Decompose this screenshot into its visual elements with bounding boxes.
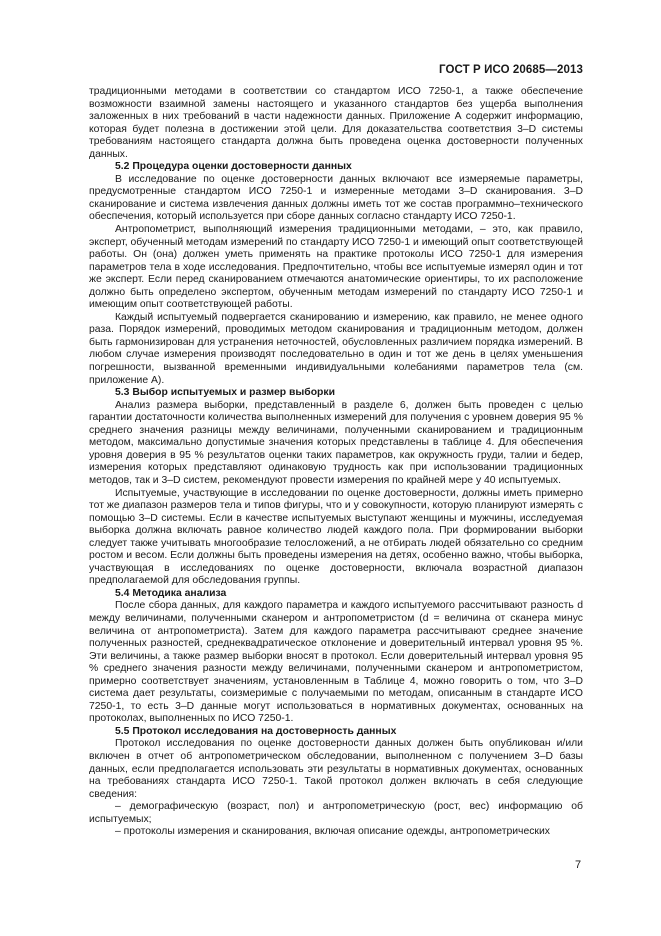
paragraph-5-3-subjects: Испытуемые, участвующие в исследовании по оценке достоверности, должны иметь примерно тот же диапазон размеров тела и типов фигуры, что и у совокупности, которую планируют измерять с помощью 3–D системы. Если в качестве испытуемых выступают женщины и мужчины, исследуемая выборка должна включать равное количество людей каждого пола. При формировании выборки следует также учитывать многообразие телосложений, а не отбирать людей обязательно со средним ростом и весом. Если должны быть проведены измерения на детях, особенно важно, чтобы выборка, участвующая в исследованиях по оценке достоверности, включала возрастной диапазон предполагаемой для обследования группы.	[89, 487, 583, 587]
section-heading-5-5: 5.5 Протокол исследования на достоверность данных	[115, 725, 397, 737]
document-code-header: ГОСТ Р ИСО 20685—2013	[438, 64, 583, 76]
paragraph-5-4-analysis: После сбора данных, для каждого параметра и каждого испытуемого рассчитывают разность d между величинами, полученными сканером и антропометристом (d = величина от сканера минус величина от антропометриста). Затем для каждого параметра рассчитывают среднее значение полученных разностей, среднеквадратическое отклонение и доверительный интервал уровня 95 %. Эти величины, а также размер выборки вносят в протокол. Если доверительный интервал уровня 95 % среднего значения разности между величинами, полученными сканером и антропометристом, примерно соответствует значениям, установленным в Таблице 4, можно говорить о том, что 3–D система дает результаты, соизмеримые с получаемыми по методам, описанным в стандарте ИСО 7250-1, то есть 3–D данные могут использоваться в нормативных документах, основанных на протоколах, выполненных по ИСО 7250-1.	[89, 600, 583, 725]
paragraph-5-2-scope: В исследование по оценке достоверности данных включают все измеряемые параметры, предусмотренные стандартом ИСО 7250-1 и измеренные методами 3–D сканирования. 3–D сканирование и система извлечения данных должны иметь тот же состав программно–технического обеспечения, который используется при сборе данных согласно стандарту ИСО 7250-1.	[89, 173, 583, 223]
section-heading-5-3: 5.3 Выбор испытуемых и размер выборки	[115, 387, 335, 399]
paragraph-intro-continued: традиционными методами в соответствии со стандартом ИСО 7250-1, а также обеспечение возможности взаимной замены настоящего и указанного стандартов без ущерба выполнения заложенных в них требований в части надежности данных. Приложение А содержит информацию, которая будет полезна в достижении этой цели. Для доказательства соответствия 3–D системы требованиям настоящего стандарта должна быть проведена оценка достоверности полученных данных.	[89, 86, 583, 160]
paragraph-5-2-anthropometrist: Антропометрист, выполняющий измерения традиционными методами, – это, как правило, эксперт, обученный методам измерений по стандарту ИСО 7250-1 и имеющий опыт соответствующей работы. Он (она) должен уметь применять на практике протоколы ИСО 7250-1 для измерения параметров тела в ходе исследования. Предпочтительно, чтобы все испытуемые измерял один и тот же эксперт. Если перед сканированием отмечаются анатомические ориентиры, то их расположение должно быть определено экспертом, обученным методам измерений по стандарту ИСО 7250-1 и имеющим опыт соответствующей работы.	[89, 224, 583, 311]
page-content	[89, 86, 583, 839]
list-item-protocols: – протоколы измерения и сканирования, включая описание одежды, антропометрических	[115, 826, 550, 838]
section-heading-5-2: 5.2 Процедура оценки достоверности данных	[115, 161, 352, 173]
paragraph-5-3-sample-size: Анализ размера выборки, представленный в разделе 6, должен быть проведен с целью гарантии достаточности количества выполненных измерений для получения с уровнем доверия 95 % среднего значения разницы между величинами, полученными сканированием и традиционным методом, максимально допустимые значения которых представлены в таблице 4. Для обеспечения уровня доверия в 95 % результатов оценки таких параметров, как окружность груди, талии и бедер, измерения которых представляют одинаковую трудность как при использовании традиционных методов, так и 3–D систем, рекомендуют провести измерения по крайней мере у 40 испытуемых.	[89, 399, 583, 486]
list-item-demographics: – демографическую (возраст, пол) и антропометрическую (рост, вес) информацию об испытуемых;	[89, 801, 583, 825]
section-heading-5-4: 5.4 Методика анализа	[115, 587, 227, 599]
page-number: 7	[575, 859, 582, 871]
paragraph-5-5-protocol: Протокол исследования по оценке достоверности данных должен быть опубликован и/или включен в отчет об антропометрическом обследовании, выполненном с получением 3–D базы данных, если предполагается использовать эти результаты в нормативных документах, основанных на требованиях стандарта ИСО 7250-1. Такой протокол должен включать в себя следующие сведения:	[89, 738, 583, 800]
paragraph-5-2-procedure: Каждый испытуемый подвергается сканированию и измерению, как правило, не менее одного раза. Порядок измерений, проводимых методом сканирования и традиционным методом, должен быть гармонизирован для устранения неточностей, обусловленных различием порядка измерений. В любом случае измерения производят последовательно в один и тот же день в целях уменьшения погрешности, вызванной временными индивидуальными колебаниями параметров тела (см. приложение А).	[89, 311, 583, 386]
